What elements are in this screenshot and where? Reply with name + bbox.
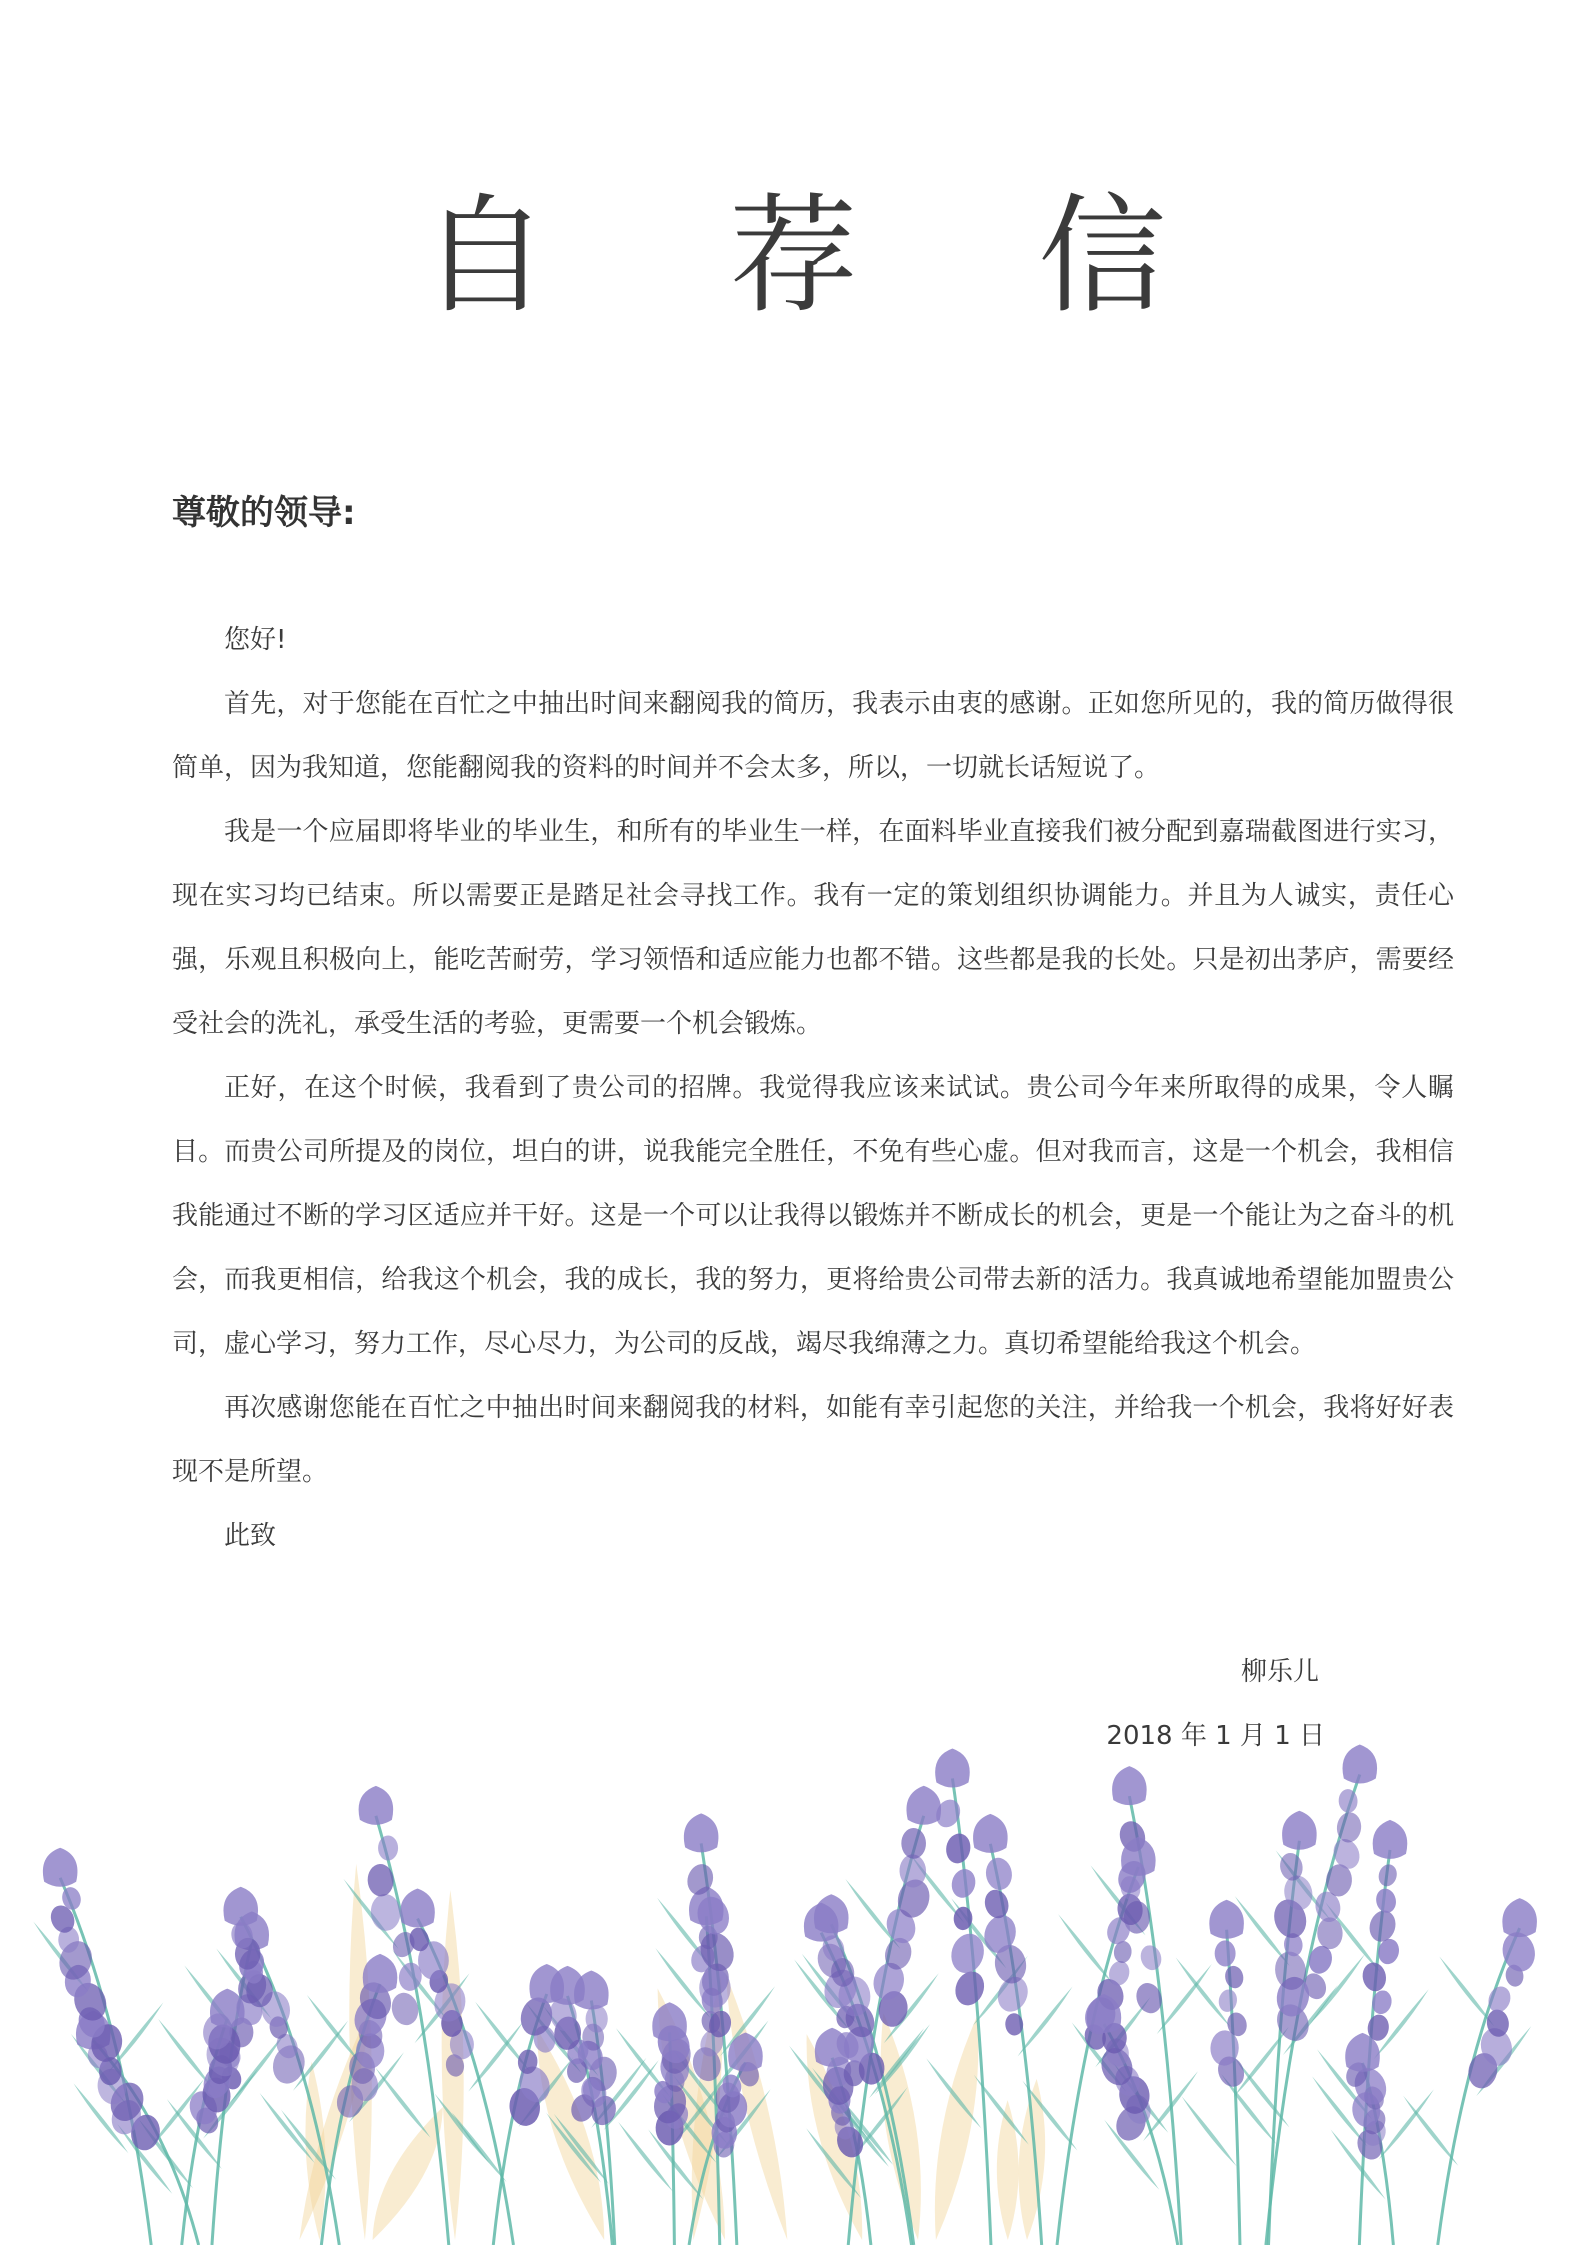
signature-date: 2018 年 1 月 1 日 [1106, 1721, 1325, 1751]
paragraph-background: 我是一个应届即将毕业的毕业生，和所有的毕业生一样，在面料毕业直接我们被分配到嘉瑞截图进行实习，现在实习均已结束。所以需要正是踏足社会寻找工作。我有一定的策划组织协调能力。并且为人诚实，责任心强，乐观且积极向上，能吃苦耐劳，学习领悟和适应能力也都不错。这些都是我的长处。只是初出茅庐，需要经受社会的洗礼，承受生活的考验，更需要一个机会锻炼。 [172, 817, 1454, 1039]
paragraph-greeting: 您好! [224, 625, 287, 655]
signature-name: 柳乐儿 [1240, 1657, 1319, 1687]
paragraph-motivation: 正好，在这个时候，我看到了贵公司的招牌。我觉得我应该来试试。贵公司今年来所取得的成果，令人瞩目。而贵公司所提及的岗位，坦白的讲，说我能完全胜任，不免有些心虚。但对我而言，这是一个机会，我相信我能通过不断的学习区适应并干好。这是一个可以让我得以锻炼并不断成长的机会，更是一个能让为之奋斗的机会，而我更相信，给我这个机会，我的成长，我的努力，更将给贵公司带去新的活力。我真诚地希望能加盟贵公司，虚心学习，努力工作，尽心尽力，为公司的反战，竭尽我绵薄之力。真切希望能给我这个机会。 [172, 1073, 1454, 1359]
letter-body [172, 608, 1454, 1568]
letter-title: 自 荐 信 [420, 182, 1237, 331]
paragraph-closing: 再次感谢您能在百忙之中抽出时间来翻阅我的材料，如能有幸引起您的关注，并给我一个机会，我将好好表现不是所望。 [172, 1393, 1454, 1487]
lavender-illustration [0, 1740, 1587, 2245]
paragraph-regards: 此致 [224, 1521, 277, 1551]
salutation: 尊敬的领导: [172, 493, 356, 533]
paragraph-intro: 首先，对于您能在百忙之中抽出时间来翻阅我的简历，我表示由衷的感谢。正如您所见的，我的简历做得很简单，因为我知道，您能翻阅我的资料的时间并不会太多，所以，一切就长话短说了。 [172, 689, 1454, 783]
